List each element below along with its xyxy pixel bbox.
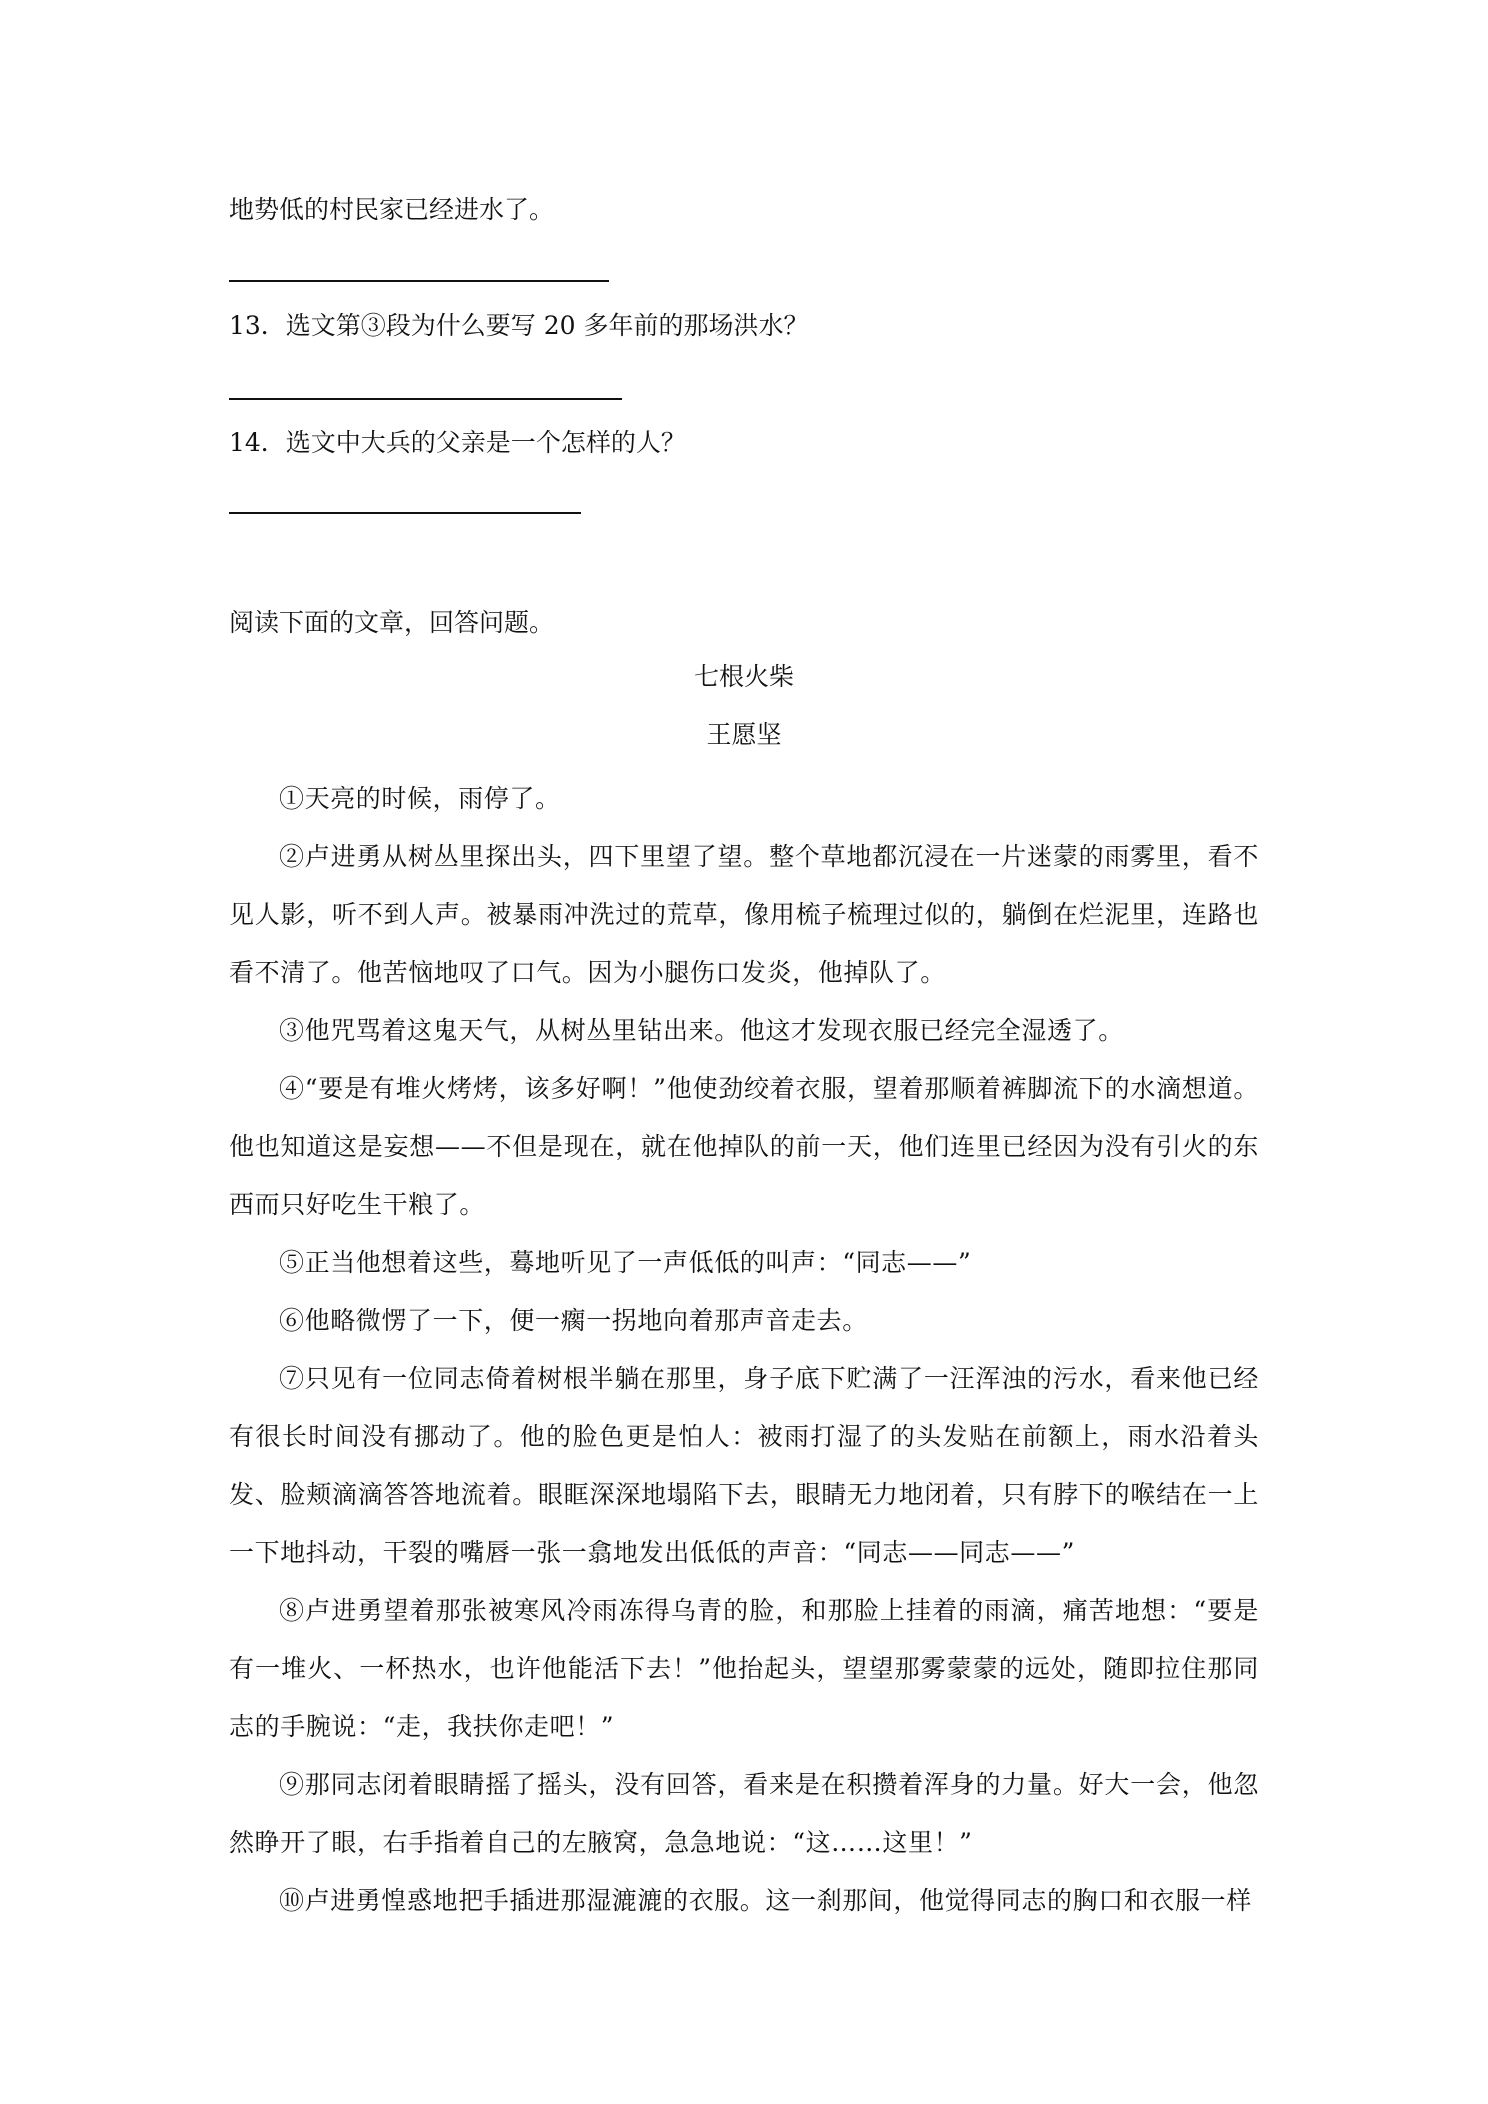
article-title: 七根火柴 [693, 662, 794, 691]
article-paragraph-2: ②卢进勇从树丛里探出头，四下里望了望。整个草地都沉浸在一片迷蒙的雨雾里，看不见人影，听不到人声。被暴雨冲洗过的荒草，像用梳子梳理过似的，躺倒在烂泥里，连路也看不清了。他苦恼地叹了口气。因为小腿伤口发炎，他掉队了。 [229, 842, 1259, 987]
answer-blank-line [229, 398, 622, 400]
article-paragraph-1: ①天亮的时候，雨停了。 [279, 784, 561, 813]
article-author: 王愿坚 [706, 720, 782, 749]
previous-answer-fragment: 地势低的村民家已经进水了。 [229, 195, 555, 224]
article-paragraph-10: ⑩卢进勇惶惑地把手插进那湿漉漉的衣服。这一刹那间，他觉得同志的胸口和衣服一样 [279, 1886, 1252, 1915]
article-paragraph-5: ⑤正当他想着这些，蓦地听见了一声低低的叫声：“同志——” [279, 1248, 972, 1277]
answer-blank-line [229, 280, 609, 282]
question-13: 13．选文第③段为什么要写 20 多年前的那场洪水？ [229, 311, 809, 340]
question-14: 14．选文中大兵的父亲是一个怎样的人？ [229, 428, 686, 457]
article-paragraph-3: ③他咒骂着这鬼天气，从树丛里钻出来。他这才发现衣服已经完全湿透了。 [279, 1016, 1124, 1045]
article-paragraph-6: ⑥他略微愣了一下，便一瘸一拐地向着那声音走去。 [279, 1306, 868, 1335]
article-paragraph-7: ⑦只见有一位同志倚着树根半躺在那里，身子底下贮满了一汪浑浊的污水，看来他已经有很长时间没有挪动了。他的脸色更是怕人：被雨打湿了的头发贴在前额上，雨水沿着头发、脸颊滴滴答答地流着。眼眶深深地塌陷下去，眼睛无力地闭着，只有脖下的喉结在一上一下地抖动，干裂的嘴唇一张一翕地发出低低的声音：“同志——同志——” [229, 1364, 1259, 1567]
reading-instruction: 阅读下面的文章，回答问题。 [229, 608, 555, 637]
article-paragraph-4: ④“要是有堆火烤烤，该多好啊！”他使劲绞着衣服，望着那顺着裤脚流下的水滴想道。他也知道这是妄想——不但是现在，就在他掉队的前一天，他们连里已经因为没有引火的东西而只好吃生干粮了。 [229, 1074, 1259, 1219]
article-paragraph-9: ⑨那同志闭着眼睛摇了摇头，没有回答，看来是在积攒着浑身的力量。好大一会，他忽然睁开了眼，右手指着自己的左腋窝，急急地说：“这……这里！” [229, 1770, 1259, 1857]
answer-blank-line [229, 512, 581, 514]
article-paragraph-8: ⑧卢进勇望着那张被寒风冷雨冻得乌青的脸，和那脸上挂着的雨滴，痛苦地想：“要是有一堆火、一杯热水，也许他能活下去！”他抬起头，望望那雾蒙蒙的远处，随即拉住那同志的手腕说：“走，我扶你走吧！” [229, 1596, 1259, 1741]
